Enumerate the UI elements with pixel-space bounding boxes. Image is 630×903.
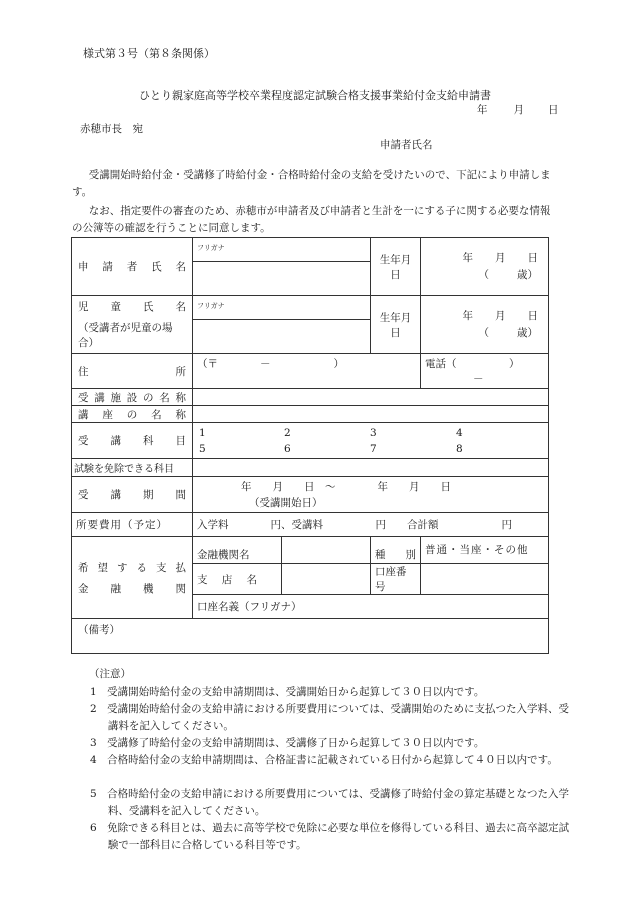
intro-paragraph-2: なお、指定要件の審査のため、赤穂市が申請者及び申請者と生計を一にする子に関する必要な情報の公簿等の確認を行うことに同意します。 bbox=[72, 205, 551, 234]
child-birth-cell[interactable] bbox=[421, 296, 549, 354]
branch-label: 支 店 名 bbox=[193, 564, 282, 595]
form-number: 様式第３号（第８条関係） bbox=[83, 47, 215, 60]
furigana-label: フリガナ bbox=[197, 302, 225, 310]
child-note: （受講者が児童の場合） bbox=[78, 322, 173, 349]
applicant-name-label: 申請者氏名 bbox=[380, 139, 433, 151]
remarks-cell[interactable]: （備考） bbox=[72, 619, 549, 654]
period-input[interactable] bbox=[193, 477, 549, 513]
intro-paragraph-1: 受講開始時給付金・受講修了時給付金・合格時給付金の支給を受けたいので、下記により申請します。 bbox=[72, 169, 551, 198]
date-year: 年 bbox=[477, 104, 488, 116]
child-birth-label: 生年月日 bbox=[371, 296, 421, 354]
age-open: （ bbox=[478, 268, 489, 281]
account-number-input[interactable] bbox=[421, 564, 549, 595]
addressee: 赤穂市長 宛 bbox=[80, 123, 143, 135]
phone-input[interactable] bbox=[421, 354, 549, 389]
note-item: 6 免除できる科目とは、過去に高等学校で免除に必要な単位を修得している科目、過去に高卒認定試験で一部科目に合格している科目等です。 bbox=[90, 822, 570, 851]
phone-dash: － bbox=[473, 373, 484, 385]
facility-label-cell: 受 講 施 設 の 名 称 bbox=[72, 389, 193, 406]
bank-label-cell: 希 望 す る 支 払 金 融 機 関 bbox=[72, 537, 193, 619]
bank-name-label: 金融機関名 bbox=[193, 537, 282, 564]
account-number-label: 口座番号 bbox=[371, 564, 421, 595]
birth-year: 年 bbox=[462, 251, 473, 264]
period-range: 年 月 日 ～ 年 月 日 bbox=[241, 480, 451, 493]
subject-number: 6 bbox=[284, 442, 291, 455]
account-type-options[interactable]: 普通・当座・その他 bbox=[421, 537, 549, 564]
age-close: 歳） bbox=[517, 326, 538, 339]
applicant-birth-cell[interactable] bbox=[421, 238, 549, 296]
subject-number: 2 bbox=[284, 426, 291, 439]
date-day: 日 bbox=[548, 104, 559, 116]
course-label-cell: 講 座 の 名 称 bbox=[72, 406, 193, 423]
page-title: ひとり親家庭高等学校卒業程度認定試験合格支援事業給付金支給申請書 bbox=[139, 89, 491, 102]
subject-number: 3 bbox=[370, 426, 377, 439]
account-type-label: 種 別 bbox=[371, 537, 421, 564]
expenses-label-cell: 所要費用（予定） bbox=[72, 513, 193, 537]
subjects-input[interactable] bbox=[193, 423, 549, 459]
address-label-cell: 住 所 bbox=[72, 354, 193, 389]
applicant-birth-label: 生年月日 bbox=[371, 238, 421, 296]
child-name-label-cell: 児 童 氏 名 （受講者が児童の場合） bbox=[72, 296, 193, 354]
address-input[interactable] bbox=[193, 354, 421, 389]
child-furigana-cell[interactable] bbox=[193, 296, 371, 320]
bank-name-input[interactable] bbox=[282, 537, 371, 564]
notes-heading: （注意） bbox=[89, 668, 131, 680]
application-form-table bbox=[71, 237, 549, 654]
exempt-label-cell: 試験を免除できる科目 bbox=[72, 459, 193, 477]
note-item: 1 受講開始時給付金の支給申請期間は、受講開始日から起算して３０日以内です。 bbox=[90, 686, 485, 698]
subjects-label-cell: 受 講 科 目 bbox=[72, 423, 193, 459]
birth-day: 日 bbox=[527, 251, 538, 264]
applicant-name-input[interactable] bbox=[193, 262, 371, 296]
course-input[interactable] bbox=[193, 406, 549, 423]
branch-input[interactable] bbox=[282, 564, 371, 595]
postal-code: （〒 － ） bbox=[197, 358, 344, 370]
subject-number: 5 bbox=[199, 442, 206, 455]
subject-number: 4 bbox=[456, 426, 463, 439]
applicant-furigana-cell[interactable] bbox=[193, 238, 371, 262]
note-item: 4 合格時給付金の支給申請期間は、合格証書に記載されている日付から起算して４０日以内です。 bbox=[90, 754, 558, 766]
age-close: 歳） bbox=[517, 268, 538, 281]
subject-number: 8 bbox=[456, 442, 463, 455]
furigana-label: フリガナ bbox=[197, 244, 225, 252]
birth-month: 月 bbox=[495, 251, 506, 264]
period-start-note: （受講開始日） bbox=[249, 496, 323, 509]
child-name-input[interactable] bbox=[193, 320, 371, 354]
period-label-cell: 受 講 期 間 bbox=[72, 477, 193, 513]
date-month: 月 bbox=[513, 104, 524, 116]
account-holder-input[interactable]: 口座名義（フリガナ） bbox=[193, 595, 549, 619]
note-item: 2 受講開始時給付金の支給申請における所要費用については、受講開始のために支払つた入学料、受講料を記入してください。 bbox=[90, 703, 569, 732]
note-item: 5 合格時給付金の支給申請における所要費用については、受講修了時給付金の算定基礎となつた入学料、受講料を記入してください。 bbox=[90, 788, 569, 817]
facility-input[interactable] bbox=[193, 389, 549, 406]
exempt-input[interactable] bbox=[193, 459, 549, 477]
birth-month: 月 bbox=[495, 309, 506, 322]
note-item: 3 受講修了時給付金の支給申請期間は、受講修了日から起算して３０日以内です。 bbox=[90, 737, 485, 749]
phone-label: 電話（ ） bbox=[425, 358, 520, 370]
subject-number: 7 bbox=[370, 442, 377, 455]
application-date bbox=[477, 102, 559, 117]
applicant-name-label-cell: 申 請 者 氏 名 bbox=[72, 238, 193, 296]
age-open: （ bbox=[478, 326, 489, 339]
subject-number: 1 bbox=[199, 426, 206, 439]
birth-year: 年 bbox=[462, 309, 473, 322]
birth-day: 日 bbox=[527, 309, 538, 322]
expenses-input[interactable]: 入学料 円、受講料 円 合計額 円 bbox=[193, 513, 549, 537]
